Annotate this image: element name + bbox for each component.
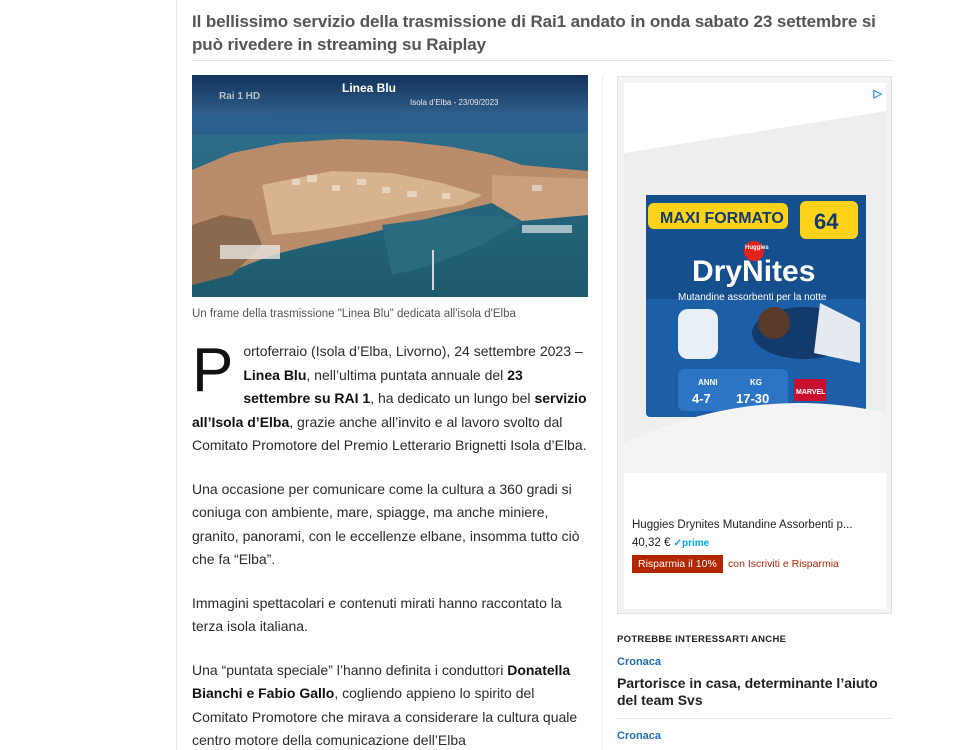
ad-product-image[interactable]	[624, 83, 886, 473]
text-run: ortoferraio (Isola d’Elba, Livorno), 24 settembre 2023 –	[243, 343, 583, 359]
related-item-category[interactable]: Cronaca	[617, 656, 662, 668]
ad-price-value: 40,32 €	[632, 537, 671, 549]
ad-discount-note: con Iscriviti e Risparmia	[728, 558, 839, 570]
rai-channel-logo: Rai 1 HD	[219, 91, 261, 102]
bold-date: 23 settembre su RAI 1	[243, 366, 523, 406]
text-run: , nell’ultima puntata annuale del	[306, 366, 508, 383]
related-item-title[interactable]: Partorisce in casa, determinante l’aiuto del team Svs	[617, 675, 878, 708]
article-subtitle: Il bellissimo servizio della trasmissione di Rai1 andato in onda sabato 23 settembre si può rivedere in streaming su Raiplay	[192, 12, 876, 54]
article-paragraph-2: Una occasione per comunicare come la cultura a 360 gradi si coniuga con ambiente, mare, spiagge, ma anche miniere, granito, panorami, con le eccellenze elbane, insomma tutto ciò che fa “Elba”.	[192, 480, 580, 567]
bold-linea-blu: Linea Blu	[243, 366, 307, 383]
pack-product: DryNites	[692, 255, 816, 288]
article-body	[192, 336, 588, 750]
drynites-package-art	[624, 83, 886, 473]
prime-badge: ✓prime	[673, 538, 710, 549]
article-paragraph-1	[192, 336, 588, 458]
ad-price	[632, 537, 709, 549]
pack-kg-label: KG	[750, 378, 762, 387]
pack-age-label: ANNI	[698, 378, 718, 387]
related-item-category[interactable]: Cronaca	[617, 730, 662, 742]
ad-card[interactable]	[624, 83, 886, 609]
drop-cap: P	[192, 336, 234, 405]
ad-product-name[interactable]: Huggies Drynites Mutandine Assorbenti p...	[632, 519, 853, 531]
text-run: , ha dedicato un lungo bel	[370, 390, 535, 406]
text-run: , cogliendo appieno lo spirito del Comitato Promotore che mirava a considerare la cultura quale centro motore della comunicazione dell’Elba	[192, 685, 578, 748]
text-run: , grazie anche all’invito e al lavoro svolto dal Comitato Promotore del Premio Letterario Brignetti Isola d’Elba.	[192, 413, 587, 453]
related-divider	[617, 718, 892, 719]
pack-kg-value: 17-30	[736, 391, 770, 406]
pack-count: 64	[814, 209, 839, 234]
column-divider	[602, 75, 603, 750]
subtitle-divider	[192, 60, 892, 61]
bold-hosts: Donatella Bianchi e Fabio Gallo	[192, 661, 571, 701]
article-paragraph-4	[192, 659, 588, 750]
hero-harbor-illustration	[192, 75, 588, 297]
article-paragraph-3: Immagini spettacolari e contenuti mirati hanno raccontato la terza isola italiana.	[192, 594, 562, 634]
related-heading: POTREBBE INTERESSARTI ANCHE	[617, 634, 787, 645]
image-caption: Un frame della trasmissione "Linea Blu" dedicata all'isola d'Elba	[192, 308, 516, 320]
text-run: Una “puntata speciale” l’hanno definita i conduttori	[192, 661, 508, 678]
hero-overlay-subtitle: Isola d’Elba - 23/09/2023	[410, 98, 499, 107]
ad-discount-badge[interactable]: Risparmia il 10%	[632, 555, 723, 573]
bold-servizio: servizio all’Isola d’Elba	[192, 390, 587, 430]
pack-banner: MAXI FORMATO	[660, 210, 784, 227]
page-left-rule	[176, 0, 177, 750]
pack-tagline: Mutandine assorbenti per la notte	[678, 292, 827, 303]
hero-overlay-title: Linea Blu	[342, 81, 397, 95]
adchoices-icon[interactable]: ▷	[873, 88, 882, 100]
pack-brand: Huggies	[745, 245, 769, 251]
hero-image[interactable]	[192, 75, 588, 297]
pack-age-value: 4-7	[692, 391, 711, 406]
sidebar-ad[interactable]	[617, 76, 892, 614]
pack-marvel: MARVEL	[796, 389, 826, 396]
